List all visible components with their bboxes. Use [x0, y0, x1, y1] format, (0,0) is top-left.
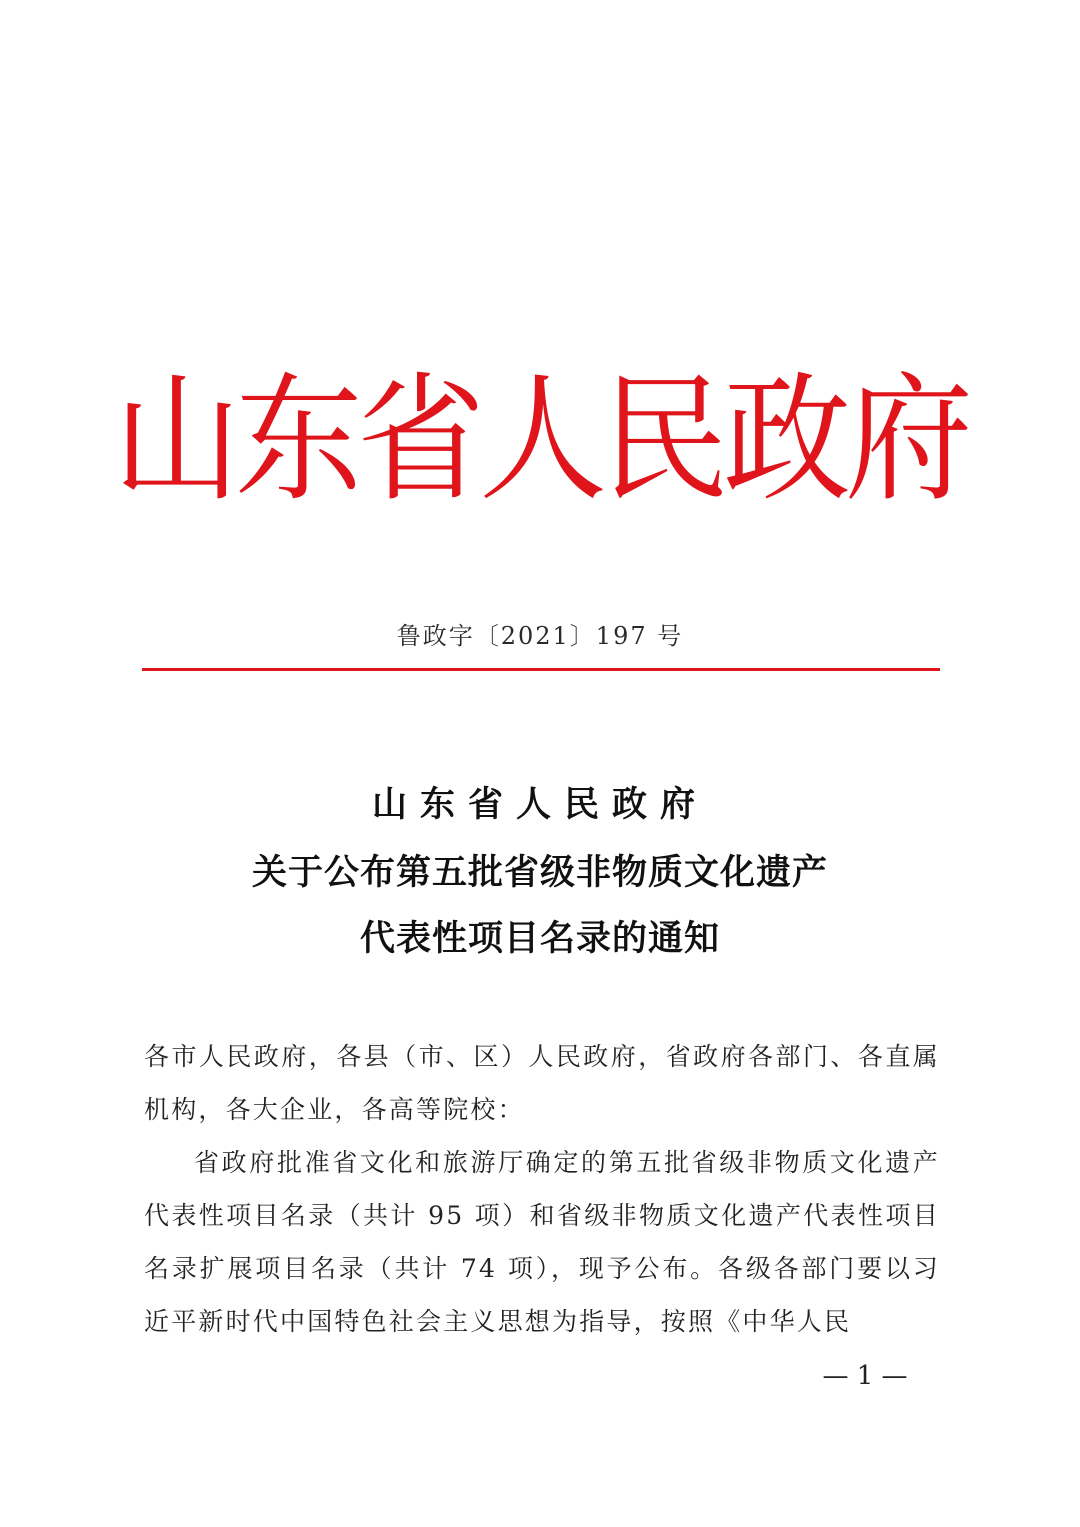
notice-title-line-3: 代表性项目名录的通知 — [359, 919, 720, 959]
issuer-title: 山东省人民政府 — [112, 360, 967, 521]
document-number: 鲁政字〔2021〕197 号 — [396, 622, 684, 650]
addressees-paragraph: 各市人民政府，各县（市、区）人民政府，省政府各部门、各直属机构，各大企业，各高等院校： — [144, 1042, 940, 1124]
page-number: — 1 — — [822, 1361, 908, 1391]
notice-title-line-1: 山东省人民政府 — [371, 785, 708, 825]
notice-title-line-2: 关于公布第五批省级非物质文化遗产 — [251, 853, 828, 893]
red-divider-line — [142, 668, 940, 671]
document-body — [144, 1030, 940, 1348]
body-paragraph: 省政府批准省文化和旅游厅确定的第五批省级非物质文化遗产代表性项目名录（共计 95 项）和省级非物质文化遗产代表性项目名录扩展项目名录（共计 74 项），现予公布。各级各部门要以习近平新时代中国特色社会主义思想为指导，按照《中华人民 — [144, 1148, 940, 1336]
